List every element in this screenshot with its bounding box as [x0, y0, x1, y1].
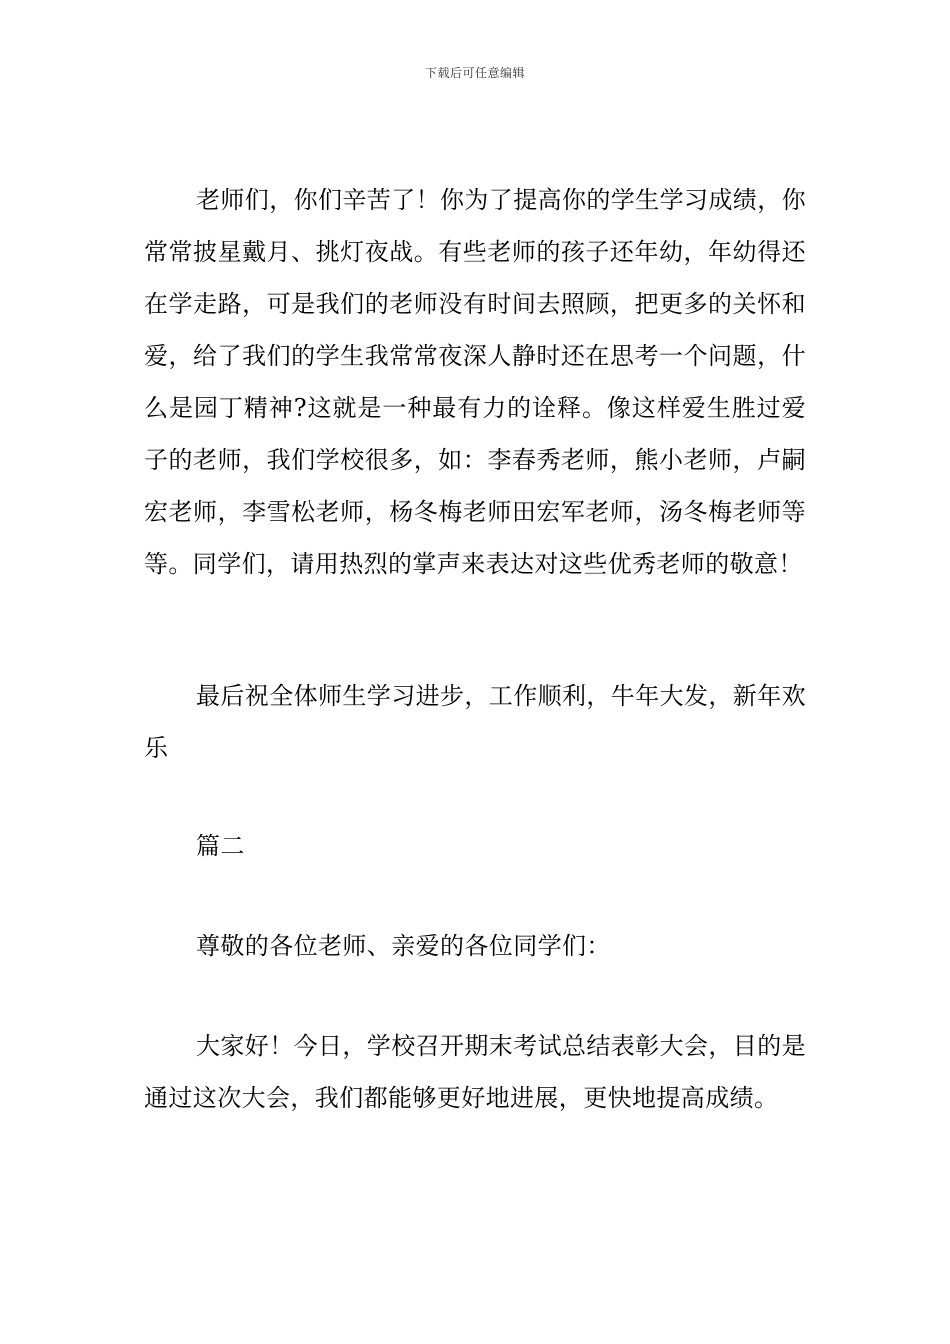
- section-heading: 篇二: [196, 832, 245, 860]
- page-header: 下载后可任意编辑: [424, 66, 525, 80]
- paragraph-salutation: 尊敬的各位老师、亲爱的各位同学们：: [196, 932, 611, 960]
- paragraph-teachers-praise: 老师们，你们辛苦了！你为了提高你的学生学习成绩，你常常披星戴月、挑灯夜战。有些老师的孩子还年幼，年幼得还在学走路，可是我们的老师没有时间去照顾，把更多的关怀和爱，给了我们的学生我常常夜深人静时还在思考一个问题，什么是园丁精神?这就是一种最有力的诠释。像这样爱生胜过爱子的老师，我们学校很多，如：李春秀老师，熊小老师，卢嗣宏老师，李雪松老师，杨冬梅老师田宏军老师，汤冬梅老师等等。同学们，请用热烈的掌声来表达对这些优秀老师的敬意！: [144, 186, 806, 578]
- paragraph-closing-wishes: 最后祝全体师生学习进步，工作顺利，牛年大发，新年欢乐: [144, 682, 806, 762]
- paragraph-greeting: 大家好！今日，学校召开期末考试总结表彰大会，目的是通过这次大会，我们都能够更好地进展，更快地提高成绩。: [144, 1032, 806, 1112]
